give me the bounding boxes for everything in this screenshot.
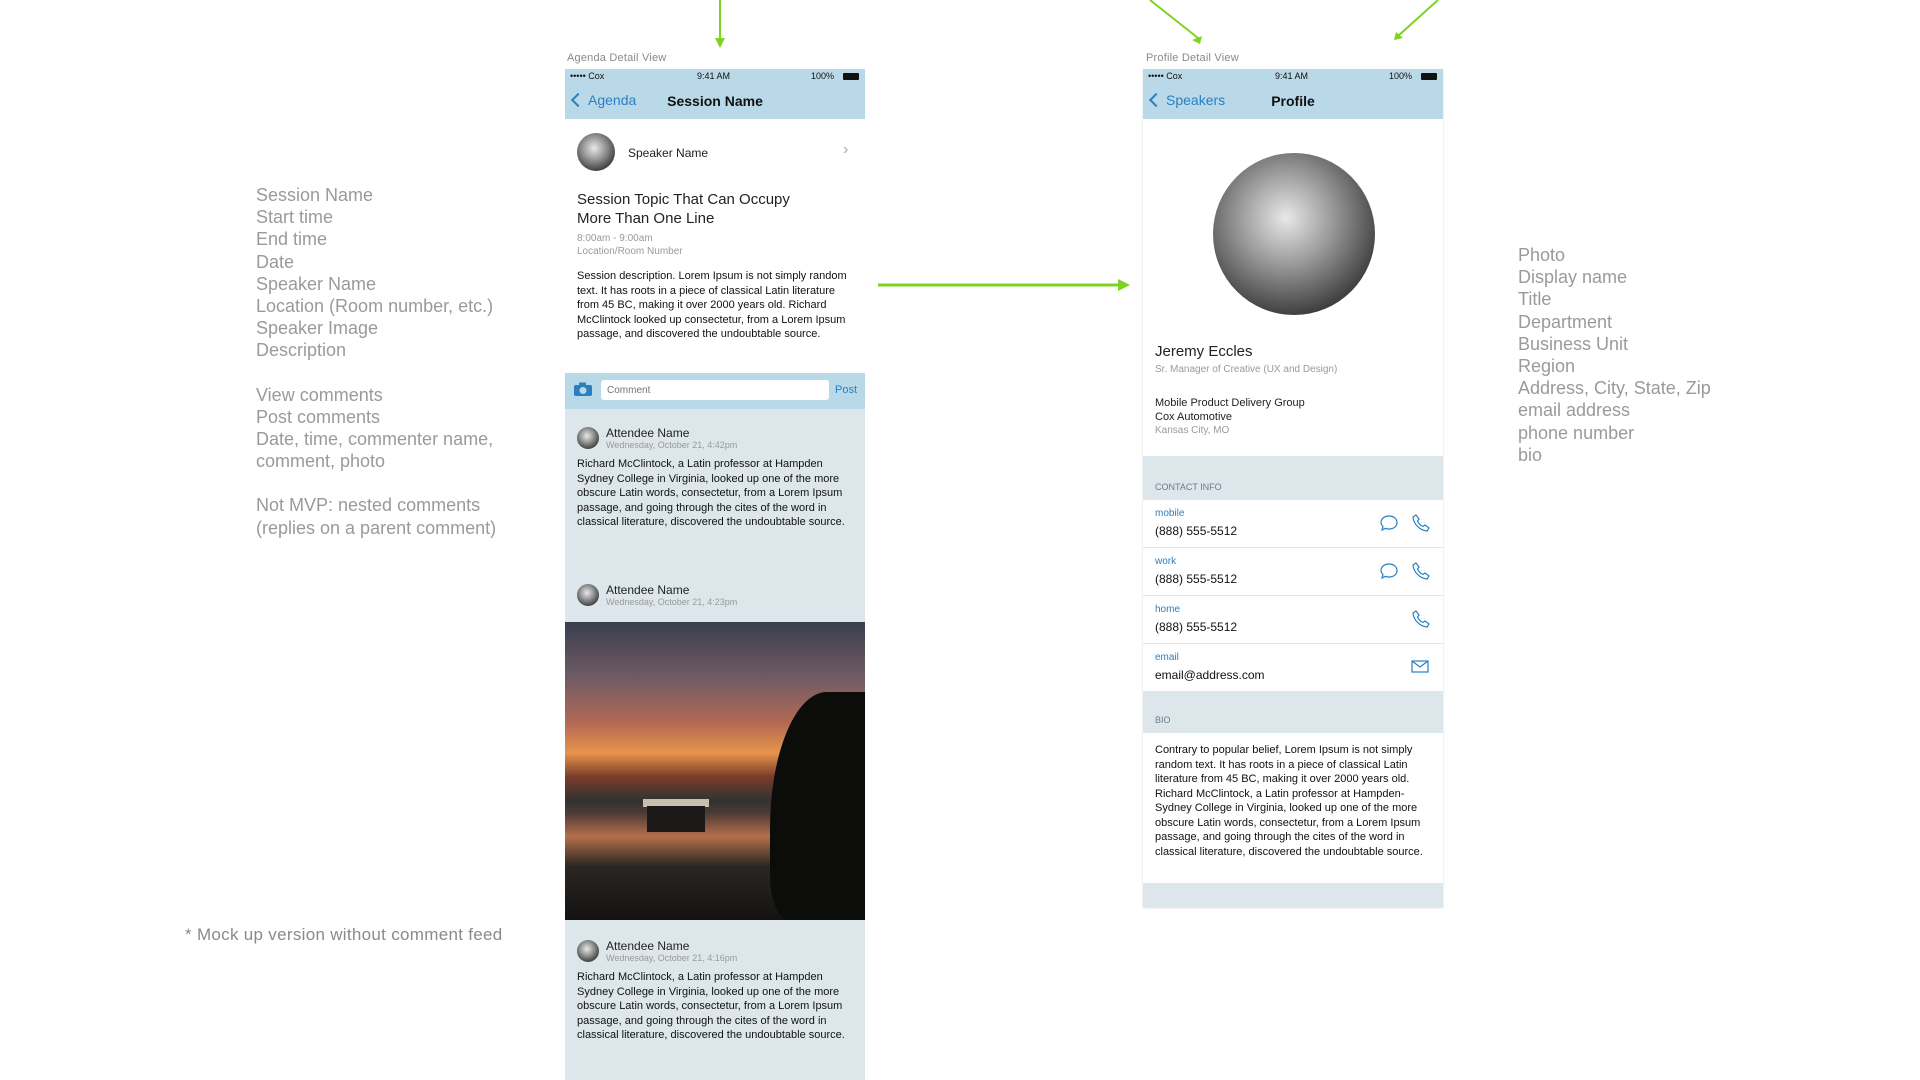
- display-name: Jeremy Eccles: [1155, 343, 1253, 360]
- req-item: Title: [1518, 289, 1552, 310]
- status-battery: 100%: [811, 71, 835, 81]
- job-title: Sr. Manager of Creative (UX and Design): [1155, 364, 1338, 375]
- nav-title: Session Name: [667, 93, 763, 109]
- req-item: Speaker Name: [256, 273, 377, 294]
- bio-section-header: [1143, 692, 1443, 733]
- battery-icon: [1421, 73, 1437, 80]
- arrow-agenda-to-profile: [876, 276, 1132, 294]
- footnote: * Mock up version without comment feed: [185, 925, 503, 944]
- contact-row-work[interactable]: [1143, 548, 1443, 596]
- req-item: Location (Room number, etc.): [256, 296, 494, 317]
- region: Kansas City, MO: [1155, 425, 1230, 436]
- chevron-right-icon: ›: [843, 141, 849, 158]
- comment-photo[interactable]: [565, 622, 865, 920]
- phone-icon[interactable]: [1411, 609, 1431, 629]
- comment-input[interactable]: [601, 380, 829, 400]
- agenda-screen-label: Agenda Detail View: [567, 52, 667, 64]
- req-item: Photo: [1518, 245, 1566, 265]
- phone-icon[interactable]: [1411, 513, 1431, 533]
- contact-header-label: CONTACT INFO: [1155, 482, 1222, 492]
- contact-value: (888) 555-5512: [1155, 620, 1238, 634]
- commenter-avatar: [577, 940, 599, 962]
- req-item: Department: [1518, 311, 1613, 332]
- req-item: (replies on a parent comment): [256, 517, 497, 538]
- contact-label: email: [1155, 652, 1179, 663]
- req-item: phone number: [1518, 422, 1635, 443]
- req-item: Start time: [256, 207, 334, 228]
- commenter-name: Attendee Name: [606, 939, 690, 953]
- message-icon[interactable]: [1379, 514, 1399, 532]
- contact-row-home[interactable]: [1143, 596, 1443, 644]
- commenter-name: Attendee Name: [606, 583, 690, 597]
- bio-card: [1143, 733, 1443, 883]
- contact-label: home: [1155, 604, 1181, 615]
- profile-screen-label: Profile Detail View: [1146, 52, 1239, 64]
- comment-date: Wednesday, October 21, 4:16pm: [606, 953, 738, 963]
- contact-value: email@address.com: [1155, 668, 1265, 682]
- req-item: Not MVP: nested comments: [256, 495, 481, 516]
- session-description: Session description. Lorem Ipsum is not simply random text. It has roots in a piece of classical Latin literature from 45 BC, making it over 2000 years old. Richard McClintock looked up consectetur, from a Lorem Ipsum passage, and discovered the undoubtable source.: [577, 270, 847, 340]
- req-item: End time: [256, 229, 328, 250]
- req-item: Post comments: [256, 406, 381, 427]
- arrow-into-profile-right: [1390, 0, 1450, 45]
- comment-item: [565, 937, 865, 1067]
- req-item: comment, photo: [256, 451, 386, 472]
- req-item: Address, City, State, Zip: [1518, 378, 1711, 399]
- nav-title: Profile: [1271, 93, 1315, 109]
- phone-icon[interactable]: [1411, 561, 1431, 581]
- status-carrier: ••••• Cox: [570, 71, 605, 81]
- comment-composer: [565, 373, 865, 409]
- speaker-name: Speaker Name: [628, 146, 709, 160]
- navigation-bar: [565, 69, 865, 119]
- back-label: Speakers: [1166, 92, 1226, 108]
- comment-item: [565, 581, 865, 621]
- navigation-bar: [1143, 69, 1443, 119]
- agenda-requirements: [256, 184, 496, 539]
- camera-icon[interactable]: [573, 382, 593, 397]
- req-item: Description: [256, 340, 347, 361]
- comment-text: Richard McClintock, a Latin professor at Hampden Sydney College in Virginia, looked up one of the more obscure Latin words, consectetur, from a Lorem Ipsum passage, and going through the cites of the word in classical literature, discovered the undoubtable source.: [577, 971, 845, 1041]
- profile-photo: [1213, 153, 1375, 315]
- profile-header: [1143, 119, 1443, 456]
- comment-item: [565, 424, 865, 544]
- battery-icon: [843, 73, 859, 80]
- department: Mobile Product Delivery Group: [1155, 397, 1305, 409]
- session-card: [565, 119, 865, 373]
- req-item: View comments: [256, 384, 383, 405]
- profile-detail-screen: [1143, 69, 1443, 907]
- speaker-row[interactable]: [565, 131, 865, 173]
- contact-value: (888) 555-5512: [1155, 572, 1238, 586]
- mail-icon[interactable]: [1411, 660, 1429, 674]
- commenter-name: Attendee Name: [606, 426, 690, 440]
- req-item: bio: [1518, 444, 1543, 465]
- back-label: Agenda: [588, 92, 637, 108]
- speaker-avatar: [577, 133, 615, 171]
- status-time: 9:41 AM: [1275, 71, 1309, 81]
- req-item: email address: [1518, 400, 1631, 421]
- req-item: Speaker Image: [256, 318, 379, 339]
- profile-requirements: [1518, 244, 1711, 466]
- req-item: Display name: [1518, 267, 1628, 288]
- contact-section-header: [1143, 456, 1443, 500]
- status-battery: 100%: [1389, 71, 1413, 81]
- req-item: Date, time, commenter name,: [256, 429, 494, 450]
- req-item: Business Unit: [1518, 333, 1629, 354]
- bio-text: Contrary to popular belief, Lorem Ipsum is not simply random text. It has roots in a piece of classical Latin literature from 45 BC, making it over 2000 years old. Richard McClintock, a Latin professor at Hampden-Sydney College in Virginia, looked up one of the more obscure Latin words, consectetur, from a Lorem Ipsum passage, and going through the cites of the word in classical literature, discovered the undoubtable source.: [1155, 744, 1423, 858]
- message-icon[interactable]: [1379, 562, 1399, 580]
- commenter-avatar: [577, 427, 599, 449]
- req-item: Date: [256, 251, 295, 272]
- comment-text: Richard McClintock, a Latin professor at Hampden Sydney College in Virginia, looked up one of the more obscure Latin words, consectetur, from a Lorem Ipsum passage, and going through the cites of the word in classical literature, discovered the undoubtable source.: [577, 458, 845, 528]
- contact-row-mobile[interactable]: [1143, 500, 1443, 548]
- commenter-avatar: [577, 584, 599, 606]
- contact-row-email[interactable]: [1143, 644, 1443, 692]
- session-location: Location/Room Number: [577, 246, 683, 257]
- bio-header-label: BIO: [1155, 715, 1171, 725]
- session-time: 8:00am - 9:00am: [577, 233, 653, 244]
- session-topic-line2: More Than One Line: [577, 210, 715, 227]
- comment-date: Wednesday, October 21, 4:23pm: [606, 597, 738, 607]
- business-unit: Cox Automotive: [1155, 411, 1233, 423]
- comment-date: Wednesday, October 21, 4:42pm: [606, 440, 738, 450]
- req-item: Session Name: [256, 185, 374, 205]
- contact-label: mobile: [1155, 508, 1185, 519]
- post-button[interactable]: Post: [835, 384, 858, 396]
- req-item: Region: [1518, 356, 1576, 377]
- status-time: 9:41 AM: [697, 71, 731, 81]
- contact-label: work: [1155, 556, 1177, 567]
- session-topic-line1: Session Topic That Can Occupy: [577, 191, 790, 208]
- agenda-detail-screen: [565, 69, 865, 1080]
- status-carrier: ••••• Cox: [1148, 71, 1183, 81]
- arrow-into-agenda: [700, 0, 740, 50]
- arrow-into-profile-left: [1140, 0, 1210, 45]
- contact-value: (888) 555-5512: [1155, 524, 1238, 538]
